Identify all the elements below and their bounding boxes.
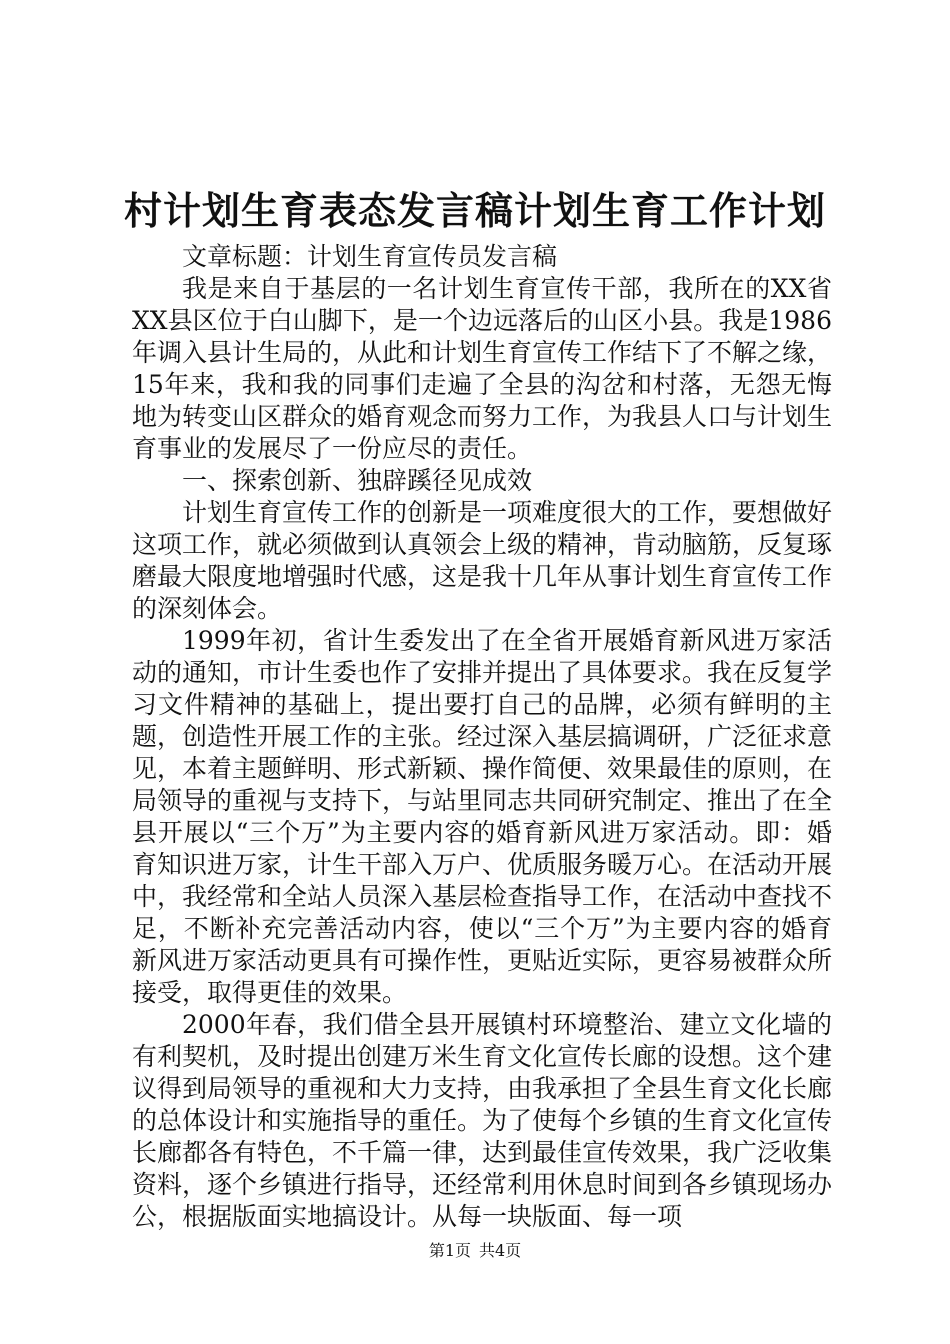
section-heading: 一、探索创新、独辟蹊径见成效: [182, 466, 533, 495]
document-title: 村计划生育表态发言稿计划生育工作计划: [123, 188, 826, 233]
page-number: 第1页: [428, 1241, 471, 1260]
page-footer: [0, 1240, 950, 1262]
page-total: 共4页: [479, 1241, 522, 1260]
paragraph: 2000年春，我们借全县开展镇村环境整治、建立文化墙的有利契机，及时提出创建万米生育文化宣传长廊的设想。这个建议得到局领导的重视和大力支持，由我承担了全县生育文化长廊的总体设计和实施指导的重任。为了使每个乡镇的生育文化宣传长廊都各有特色，不千篇一律，达到最佳宣传效果，我广泛收集资料，逐个乡镇进行指导，还经常利用休息时间到各乡镇现场办公，根据版面实地搞设计。从每一块版面、每一项: [132, 1010, 833, 1231]
article-subtitle: 文章标题：计划生育宣传员发言稿: [182, 242, 558, 271]
document-body: [132, 241, 832, 1233]
paragraph: 计划生育宣传工作的创新是一项难度很大的工作，要想做好这项工作，就必须做到认真领会上级的精神，肯动脑筋，反复琢磨最大限度地增强时代感，这是我十几年从事计划生育宣传工作的深刻体会。: [132, 498, 833, 623]
paragraph: 我是来自于基层的一名计划生育宣传干部，我所在的XX省XX县区位于白山脚下，是一个边远落后的山区小县。我是1986年调入县计生局的，从此和计划生育宣传工作结下了不解之缘，15年来，我和我的同事们走遍了全县的沟岔和村落，无怨无悔地为转变山区群众的婚育观念而努力工作，为我县人口与计划生育事业的发展尽了一份应尽的责任。: [132, 274, 833, 463]
paragraph: 1999年初，省计生委发出了在全省开展婚育新风进万家活动的通知，市计生委也作了安排并提出了具体要求。我在反复学习文件精神的基础上，提出要打自己的品牌，必须有鲜明的主题，创造性开展工作的主张。经过深入基层搞调研，广泛征求意见，本着主题鲜明、形式新颖、操作简便、效果最佳的原则，在局领导的重视与支持下，与站里同志共同研究制定、推出了在全县开展以“三个万”为主要内容的婚育新风进万家活动。即：婚育知识进万家，计生干部入万户、优质服务暖万心。在活动开展中，我经常和全站人员深入基层检查指导工作，在活动中查找不足，不断补充完善活动内容，使以“三个万”为主要内容的婚育新风进万家活动更具有可操作性，更贴近实际，更容易被群众所接受，取得更佳的效果。: [132, 626, 833, 1007]
